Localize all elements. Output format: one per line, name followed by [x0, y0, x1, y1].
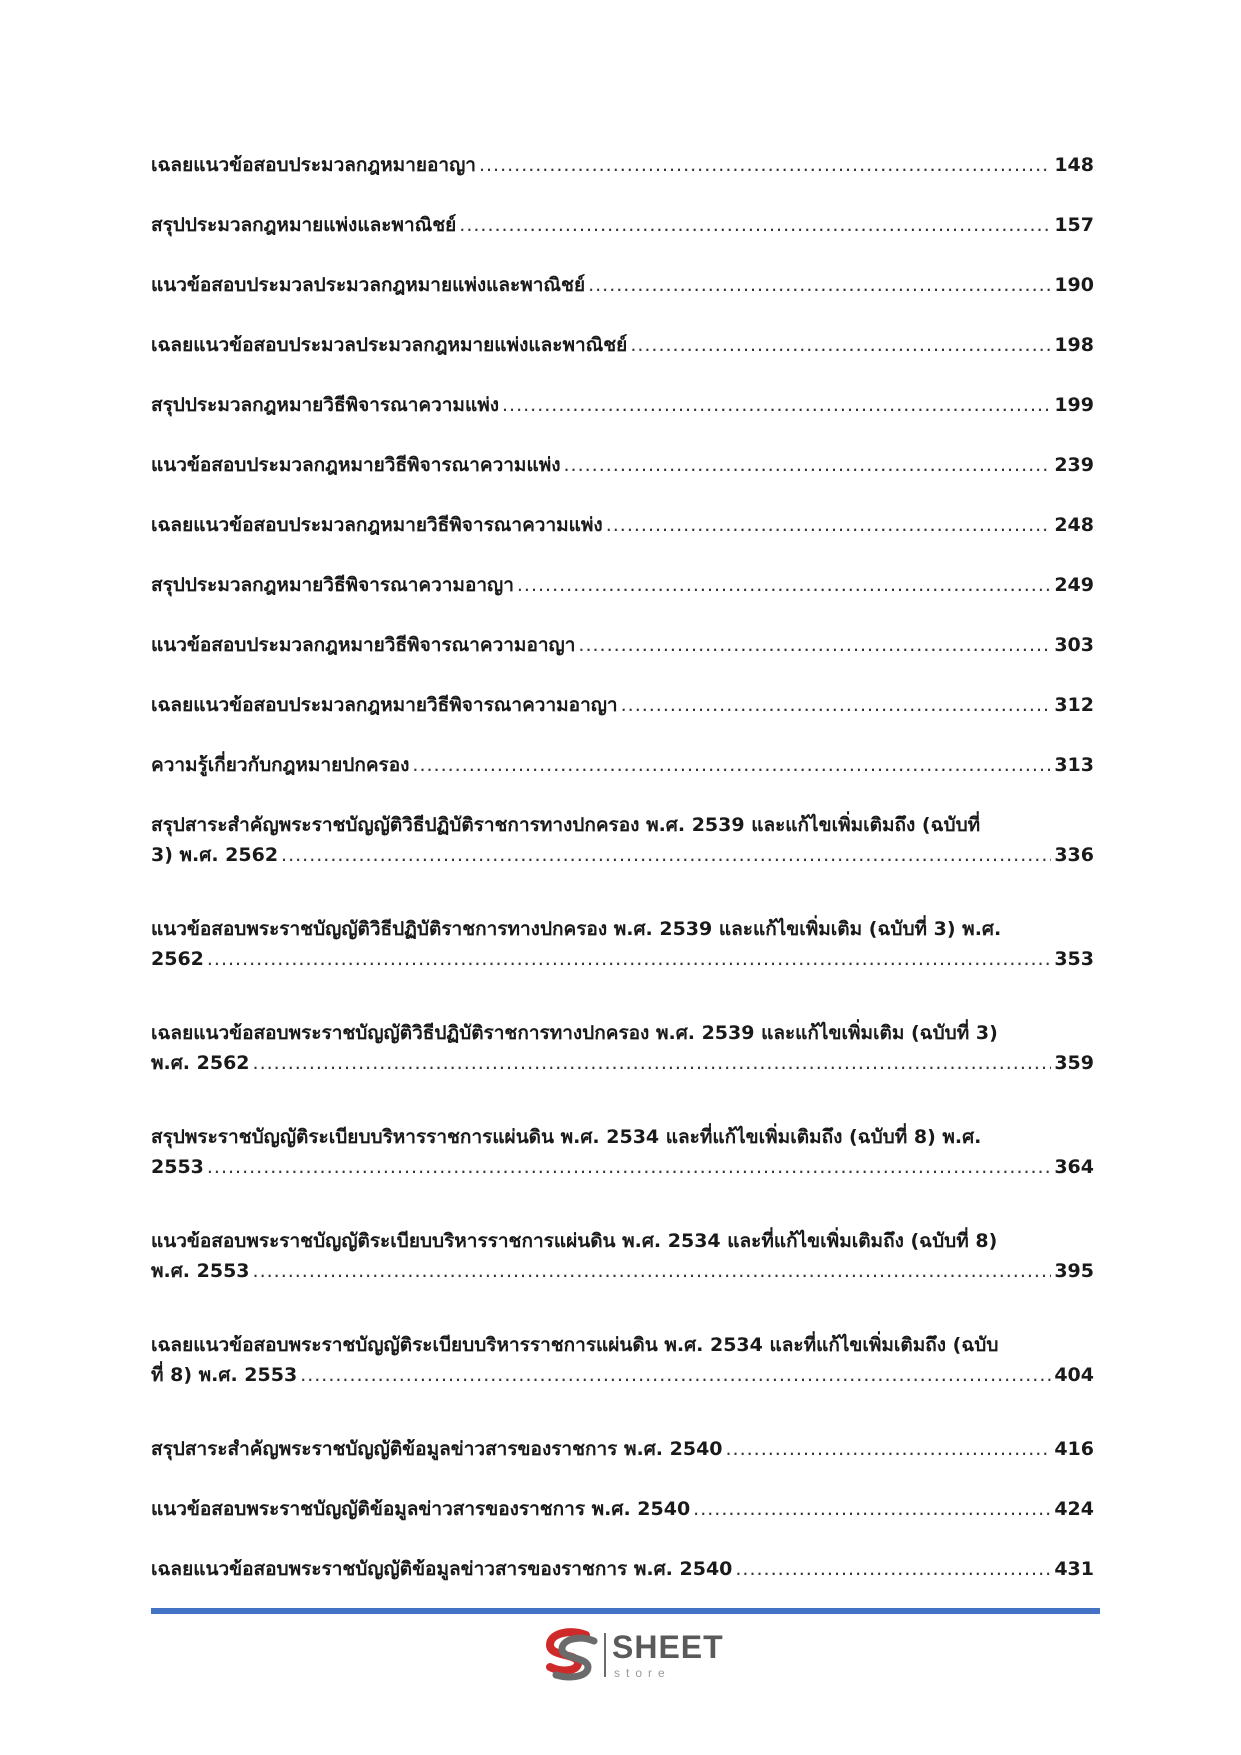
toc-entry-title: เฉลยแนวข้อสอบประมวลกฎหมายวิธีพิจารณาความแพ่ง — [151, 514, 603, 536]
toc-entry-row — [151, 630, 1094, 660]
toc-entry-row — [151, 1434, 1094, 1464]
toc-page-number: 313 — [1054, 754, 1094, 776]
toc-dot-leader — [578, 630, 1051, 660]
logo-brand-text: SHEET — [612, 1629, 724, 1665]
toc-page-number: 157 — [1054, 214, 1094, 236]
toc-entry[interactable] — [151, 1330, 1094, 1390]
toc-entry-row — [151, 1360, 1094, 1390]
toc-entry[interactable] — [151, 630, 1094, 660]
toc-entry-title: สรุปสาระสำคัญพระราชบัญญัติวิธีปฏิบัติราชการทางปกครอง พ.ศ. 2539 และแก้ไขเพิ่มเติมถึง (ฉบับที่ — [151, 814, 981, 836]
toc-dot-leader — [207, 944, 1051, 974]
toc-page-number: 198 — [1054, 334, 1094, 356]
toc-entry-title: 2562 — [151, 948, 204, 970]
toc-entry-title: เฉลยแนวข้อสอบประมวลกฎหมายอาญา — [151, 154, 476, 176]
toc-page-number: 148 — [1054, 154, 1094, 176]
toc-entry-row — [151, 330, 1094, 360]
toc-entry-row — [151, 510, 1094, 540]
toc-dot-leader — [606, 510, 1052, 540]
toc-entry-title: 2553 — [151, 1156, 204, 1178]
toc-page-number: 404 — [1054, 1364, 1094, 1386]
toc-page-number: 303 — [1054, 634, 1094, 656]
toc-entry-row — [151, 1494, 1094, 1524]
toc-dot-leader — [253, 1256, 1052, 1286]
toc-dot-leader — [253, 1048, 1052, 1078]
toc-page-number: 364 — [1054, 1156, 1094, 1178]
toc-entry-title: สรุปพระราชบัญญัติระเบียบบริหารราชการแผ่นดิน พ.ศ. 2534 และที่แก้ไขเพิ่มเติมถึง (ฉบับที่ 8) พ.ศ. — [151, 1126, 982, 1148]
toc-page-number: 248 — [1054, 514, 1094, 536]
toc-page-number: 416 — [1054, 1438, 1094, 1460]
toc-dot-leader — [412, 750, 1051, 780]
toc-entry-title: เฉลยแนวข้อสอบประมวลกฎหมายวิธีพิจารณาความอาญา — [151, 694, 618, 716]
toc-entry-row — [151, 210, 1094, 240]
toc-dot-leader — [517, 570, 1051, 600]
toc-entry-row — [151, 1048, 1094, 1078]
toc-dot-leader — [479, 150, 1051, 180]
toc-page-number: 312 — [1054, 694, 1094, 716]
toc-entry-title: เฉลยแนวข้อสอบพระราชบัญญัติระเบียบบริหารราชการแผ่นดิน พ.ศ. 2534 และที่แก้ไขเพิ่มเติมถึง (ฉบับ — [151, 1334, 999, 1356]
toc-entry-row — [151, 450, 1094, 480]
toc-page-number: 190 — [1054, 274, 1094, 296]
toc-entry[interactable] — [151, 750, 1094, 780]
toc-entry-title: เฉลยแนวข้อสอบพระราชบัญญัติวิธีปฏิบัติราชการทางปกครอง พ.ศ. 2539 และแก้ไขเพิ่มเติม (ฉบับที่ 3) — [151, 1022, 998, 1044]
toc-entry-title: แนวข้อสอบพระราชบัญญัติระเบียบบริหารราชการแผ่นดิน พ.ศ. 2534 และที่แก้ไขเพิ่มเติมถึง (ฉบับที่ 8) — [151, 1230, 998, 1252]
toc-entry-row — [151, 1152, 1094, 1182]
toc-page-number: 359 — [1054, 1052, 1094, 1074]
toc-dot-leader — [281, 840, 1051, 870]
toc-entry-title: สรุปประมวลกฎหมายวิธีพิจารณาความอาญา — [151, 574, 514, 596]
toc-entry-title: แนวข้อสอบประมวลกฎหมายวิธีพิจารณาความอาญา — [151, 634, 576, 656]
toc-entry-row — [151, 270, 1094, 300]
toc-entry-title: สรุปสาระสำคัญพระราชบัญญัติข้อมูลข่าวสารของราชการ พ.ศ. 2540 — [151, 1438, 723, 1460]
toc-entry-title: พ.ศ. 2562 — [151, 1052, 250, 1074]
footer-divider — [151, 1608, 1100, 1614]
toc-entry[interactable] — [151, 270, 1094, 300]
toc-entry[interactable] — [151, 210, 1094, 240]
toc-dot-leader — [693, 1494, 1051, 1524]
toc-entry[interactable] — [151, 914, 1094, 974]
toc-page-number: 249 — [1054, 574, 1094, 596]
toc-page-number: 336 — [1054, 844, 1094, 866]
toc-dot-leader — [502, 390, 1051, 420]
toc-dot-leader — [588, 270, 1051, 300]
toc-entry[interactable] — [151, 570, 1094, 600]
toc-entry-title: ที่ 8) พ.ศ. 2553 — [151, 1364, 298, 1386]
toc-entry[interactable] — [151, 1018, 1094, 1078]
toc-entry-title: ความรู้เกี่ยวกับกฎหมายปกครอง — [151, 754, 410, 776]
toc-entry-title: แนวข้อสอบประมวลกฎหมายวิธีพิจารณาความแพ่ง — [151, 454, 561, 476]
toc-dot-leader — [621, 690, 1052, 720]
toc-dot-leader — [564, 450, 1052, 480]
toc-entry[interactable] — [151, 690, 1094, 720]
toc-entry-title: พ.ศ. 2553 — [151, 1260, 250, 1282]
toc-dot-leader — [735, 1554, 1051, 1584]
toc-entry[interactable] — [151, 450, 1094, 480]
toc-entry-row — [151, 1554, 1094, 1584]
toc-entry[interactable] — [151, 1494, 1094, 1524]
toc-entry[interactable] — [151, 510, 1094, 540]
toc-entry[interactable] — [151, 1554, 1094, 1584]
toc-dot-leader — [300, 1360, 1051, 1390]
toc-page-number: 353 — [1054, 948, 1094, 970]
toc-entry-row — [151, 840, 1094, 870]
toc-entry-row — [151, 150, 1094, 180]
toc-entry-title: เฉลยแนวข้อสอบพระราชบัญญัติข้อมูลข่าวสารของราชการ พ.ศ. 2540 — [151, 1558, 733, 1580]
toc-entry-title: แนวข้อสอบพระราชบัญญัติข้อมูลข่าวสารของราชการ พ.ศ. 2540 — [151, 1498, 691, 1520]
toc-entry-title: แนวข้อสอบพระราชบัญญัติวิธีปฏิบัติราชการทางปกครอง พ.ศ. 2539 และแก้ไขเพิ่มเติม (ฉบับที่ 3) พ.ศ. — [151, 918, 1002, 940]
toc-dot-leader — [459, 210, 1051, 240]
toc-entry[interactable] — [151, 1226, 1094, 1286]
toc-page-number: 395 — [1054, 1260, 1094, 1282]
toc-page-number: 424 — [1054, 1498, 1094, 1520]
toc-entry-title: สรุปประมวลกฎหมายวิธีพิจารณาความแพ่ง — [151, 394, 499, 416]
toc-entry[interactable] — [151, 1434, 1094, 1464]
toc-entry-row — [151, 390, 1094, 420]
toc-entry[interactable] — [151, 330, 1094, 360]
toc-entry-title: สรุปประมวลกฎหมายแพ่งและพาณิชย์ — [151, 214, 457, 236]
toc-entry[interactable] — [151, 1122, 1094, 1182]
toc-dot-leader — [207, 1152, 1051, 1182]
toc-entry[interactable] — [151, 390, 1094, 420]
toc-dot-leader — [630, 330, 1051, 360]
toc-entry-row — [151, 944, 1094, 974]
toc-dot-leader — [726, 1434, 1052, 1464]
logo-sub-text: store — [614, 1666, 671, 1680]
toc-page-number: 199 — [1054, 394, 1094, 416]
toc-entry-row — [151, 690, 1094, 720]
toc-entry-row — [151, 570, 1094, 600]
toc-entry-title: 3) พ.ศ. 2562 — [151, 844, 279, 866]
toc-entry-row — [151, 750, 1094, 780]
toc-entry[interactable] — [151, 810, 1094, 870]
toc-page-number: 431 — [1054, 1558, 1094, 1580]
toc-entry-row — [151, 1256, 1094, 1286]
toc-entry-title: เฉลยแนวข้อสอบประมวลประมวลกฎหมายแพ่งและพาณิชย์ — [151, 334, 628, 356]
toc-page-number: 239 — [1054, 454, 1094, 476]
toc-entry[interactable] — [151, 150, 1094, 180]
toc-entry-title: แนวข้อสอบประมวลประมวลกฎหมายแพ่งและพาณิชย์ — [151, 274, 586, 296]
